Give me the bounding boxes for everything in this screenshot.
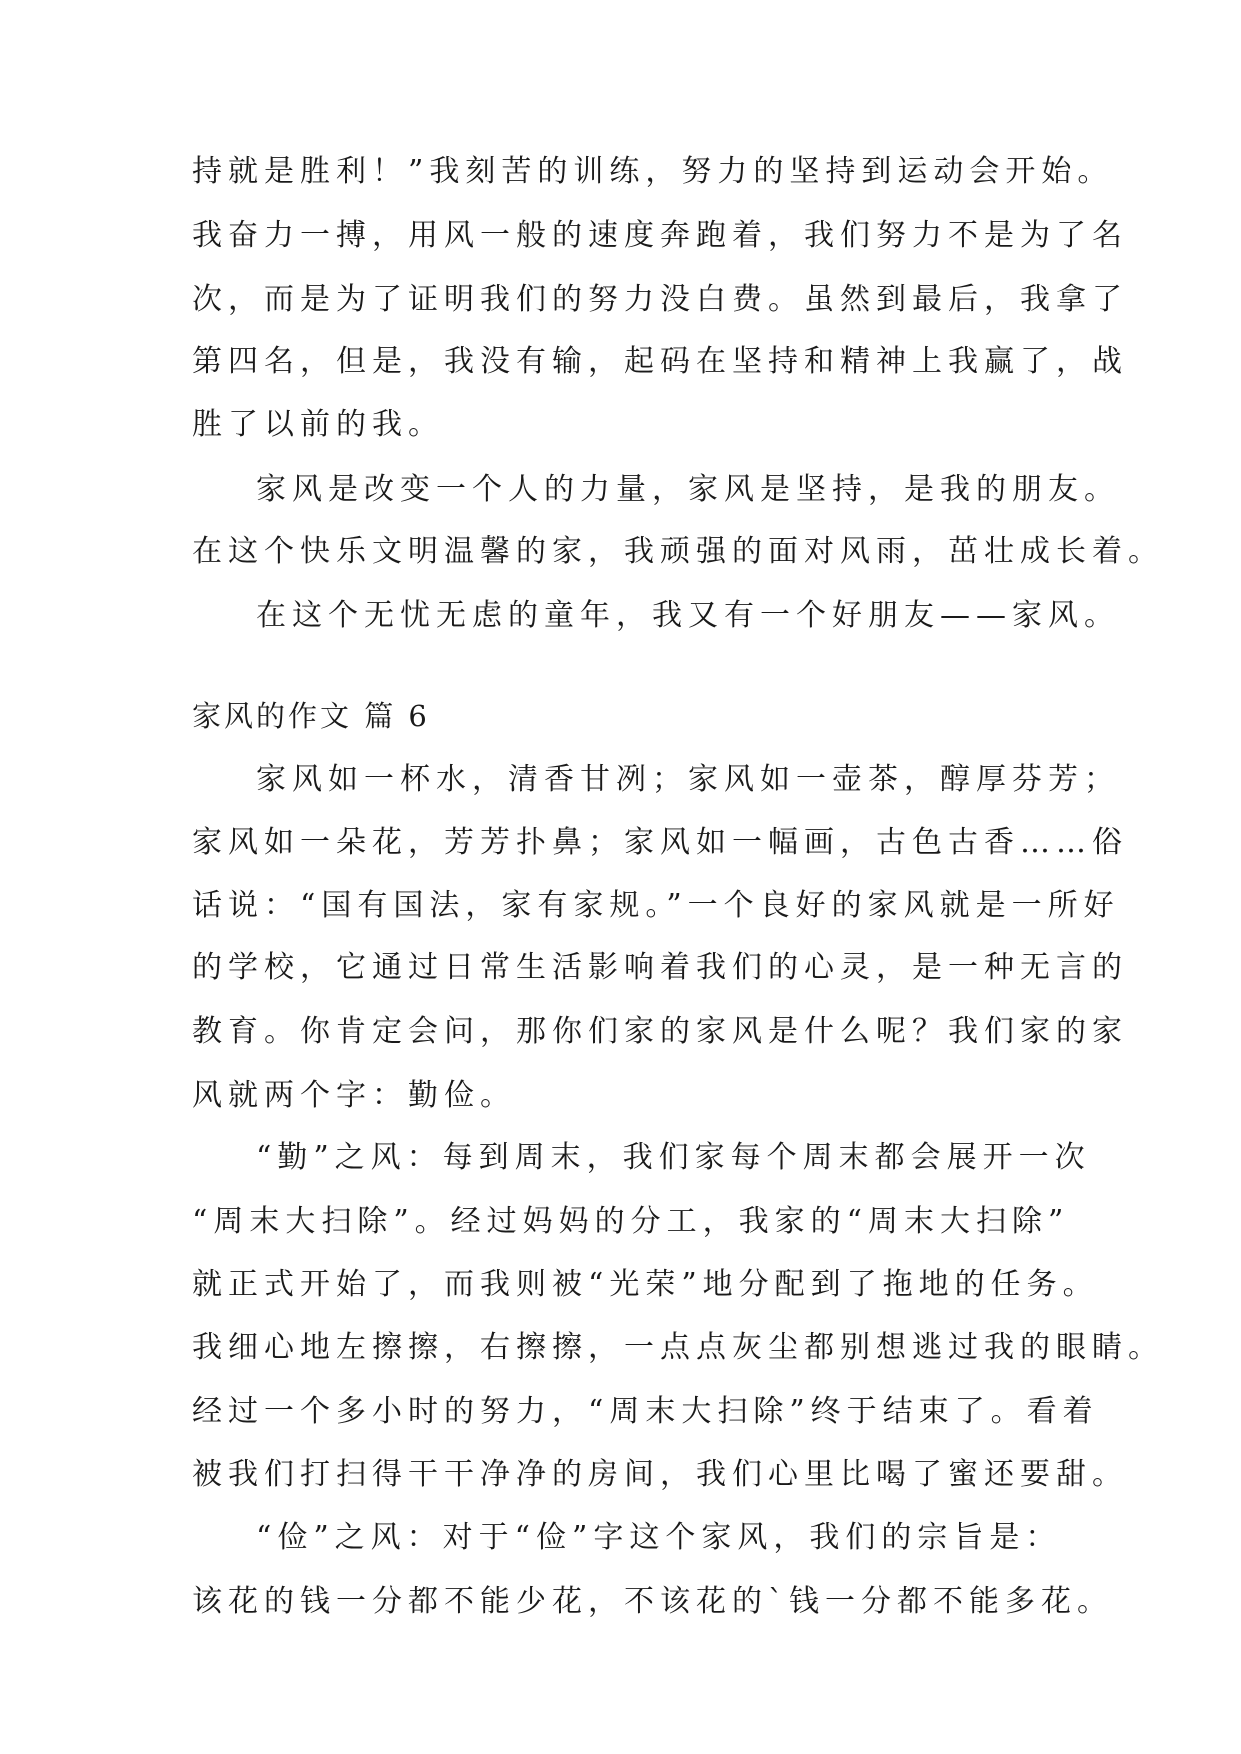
text-line: 话说：“国有国法，家有家规。”一个良好的家风就是一所好: [192, 888, 1120, 923]
text-line: 第四名，但是，我没有输，起码在坚持和精神上我赢了，战: [192, 344, 1128, 379]
text-line: 持就是胜利！”我刻苦的训练，努力的坚持到运动会开始。: [192, 154, 1114, 189]
text-line: 在这个快乐文明温馨的家，我顽强的面对风雨，茁壮成长着。: [192, 534, 1164, 569]
text-line: “周末大扫除”。经过妈妈的分工，我家的“周末大扫除”: [192, 1204, 1070, 1239]
text-line: 家风是改变一个人的力量，家风是坚持，是我的朋友。: [256, 472, 1120, 507]
text-line: “勤”之风：每到周末，我们家每个周末都会展开一次: [256, 1140, 1091, 1175]
text-line: 的学校，它通过日常生活影响着我们的心灵，是一种无言的: [192, 950, 1128, 985]
text-line: 次，而是为了证明我们的努力没白费。虽然到最后，我拿了: [192, 282, 1128, 317]
text-line: 就正式开始了，而我则被“光荣”地分配到了拖地的任务。: [192, 1267, 1099, 1302]
text-line: “俭”之风：对于“俭”字这个家风，我们的宗旨是：: [256, 1520, 1062, 1555]
text-line: 经过一个多小时的努力，“周末大扫除”终于结束了。看着: [192, 1394, 1099, 1429]
text-line: 该花的钱一分都不能少花，不该花的`钱一分都不能多花。: [192, 1584, 1113, 1619]
text-line: 胜了以前的我。: [192, 407, 444, 442]
section-heading: 家风的作文 篇 6: [192, 699, 430, 733]
text-line: 风就两个字：勤俭。: [192, 1078, 516, 1113]
text-line: 家风如一朵花，芳芳扑鼻；家风如一幅画，古色古香……俗: [192, 825, 1128, 860]
text-line: 家风如一杯水，清香甘冽；家风如一壶茶，醇厚芬芳；: [256, 762, 1120, 797]
text-line: 我奋力一搏，用风一般的速度奔跑着，我们努力不是为了名: [192, 218, 1128, 253]
text-line: 我细心地左擦擦，右擦擦，一点点灰尘都别想逃过我的眼睛。: [192, 1330, 1164, 1365]
text-line: 在这个无忧无虑的童年，我又有一个好朋友——家风。: [256, 598, 1120, 633]
text-line: 教育。你肯定会问，那你们家的家风是什么呢？我们家的家: [192, 1014, 1128, 1049]
text-line: 被我们打扫得干干净净的房间，我们心里比喝了蜜还要甜。: [192, 1457, 1128, 1492]
